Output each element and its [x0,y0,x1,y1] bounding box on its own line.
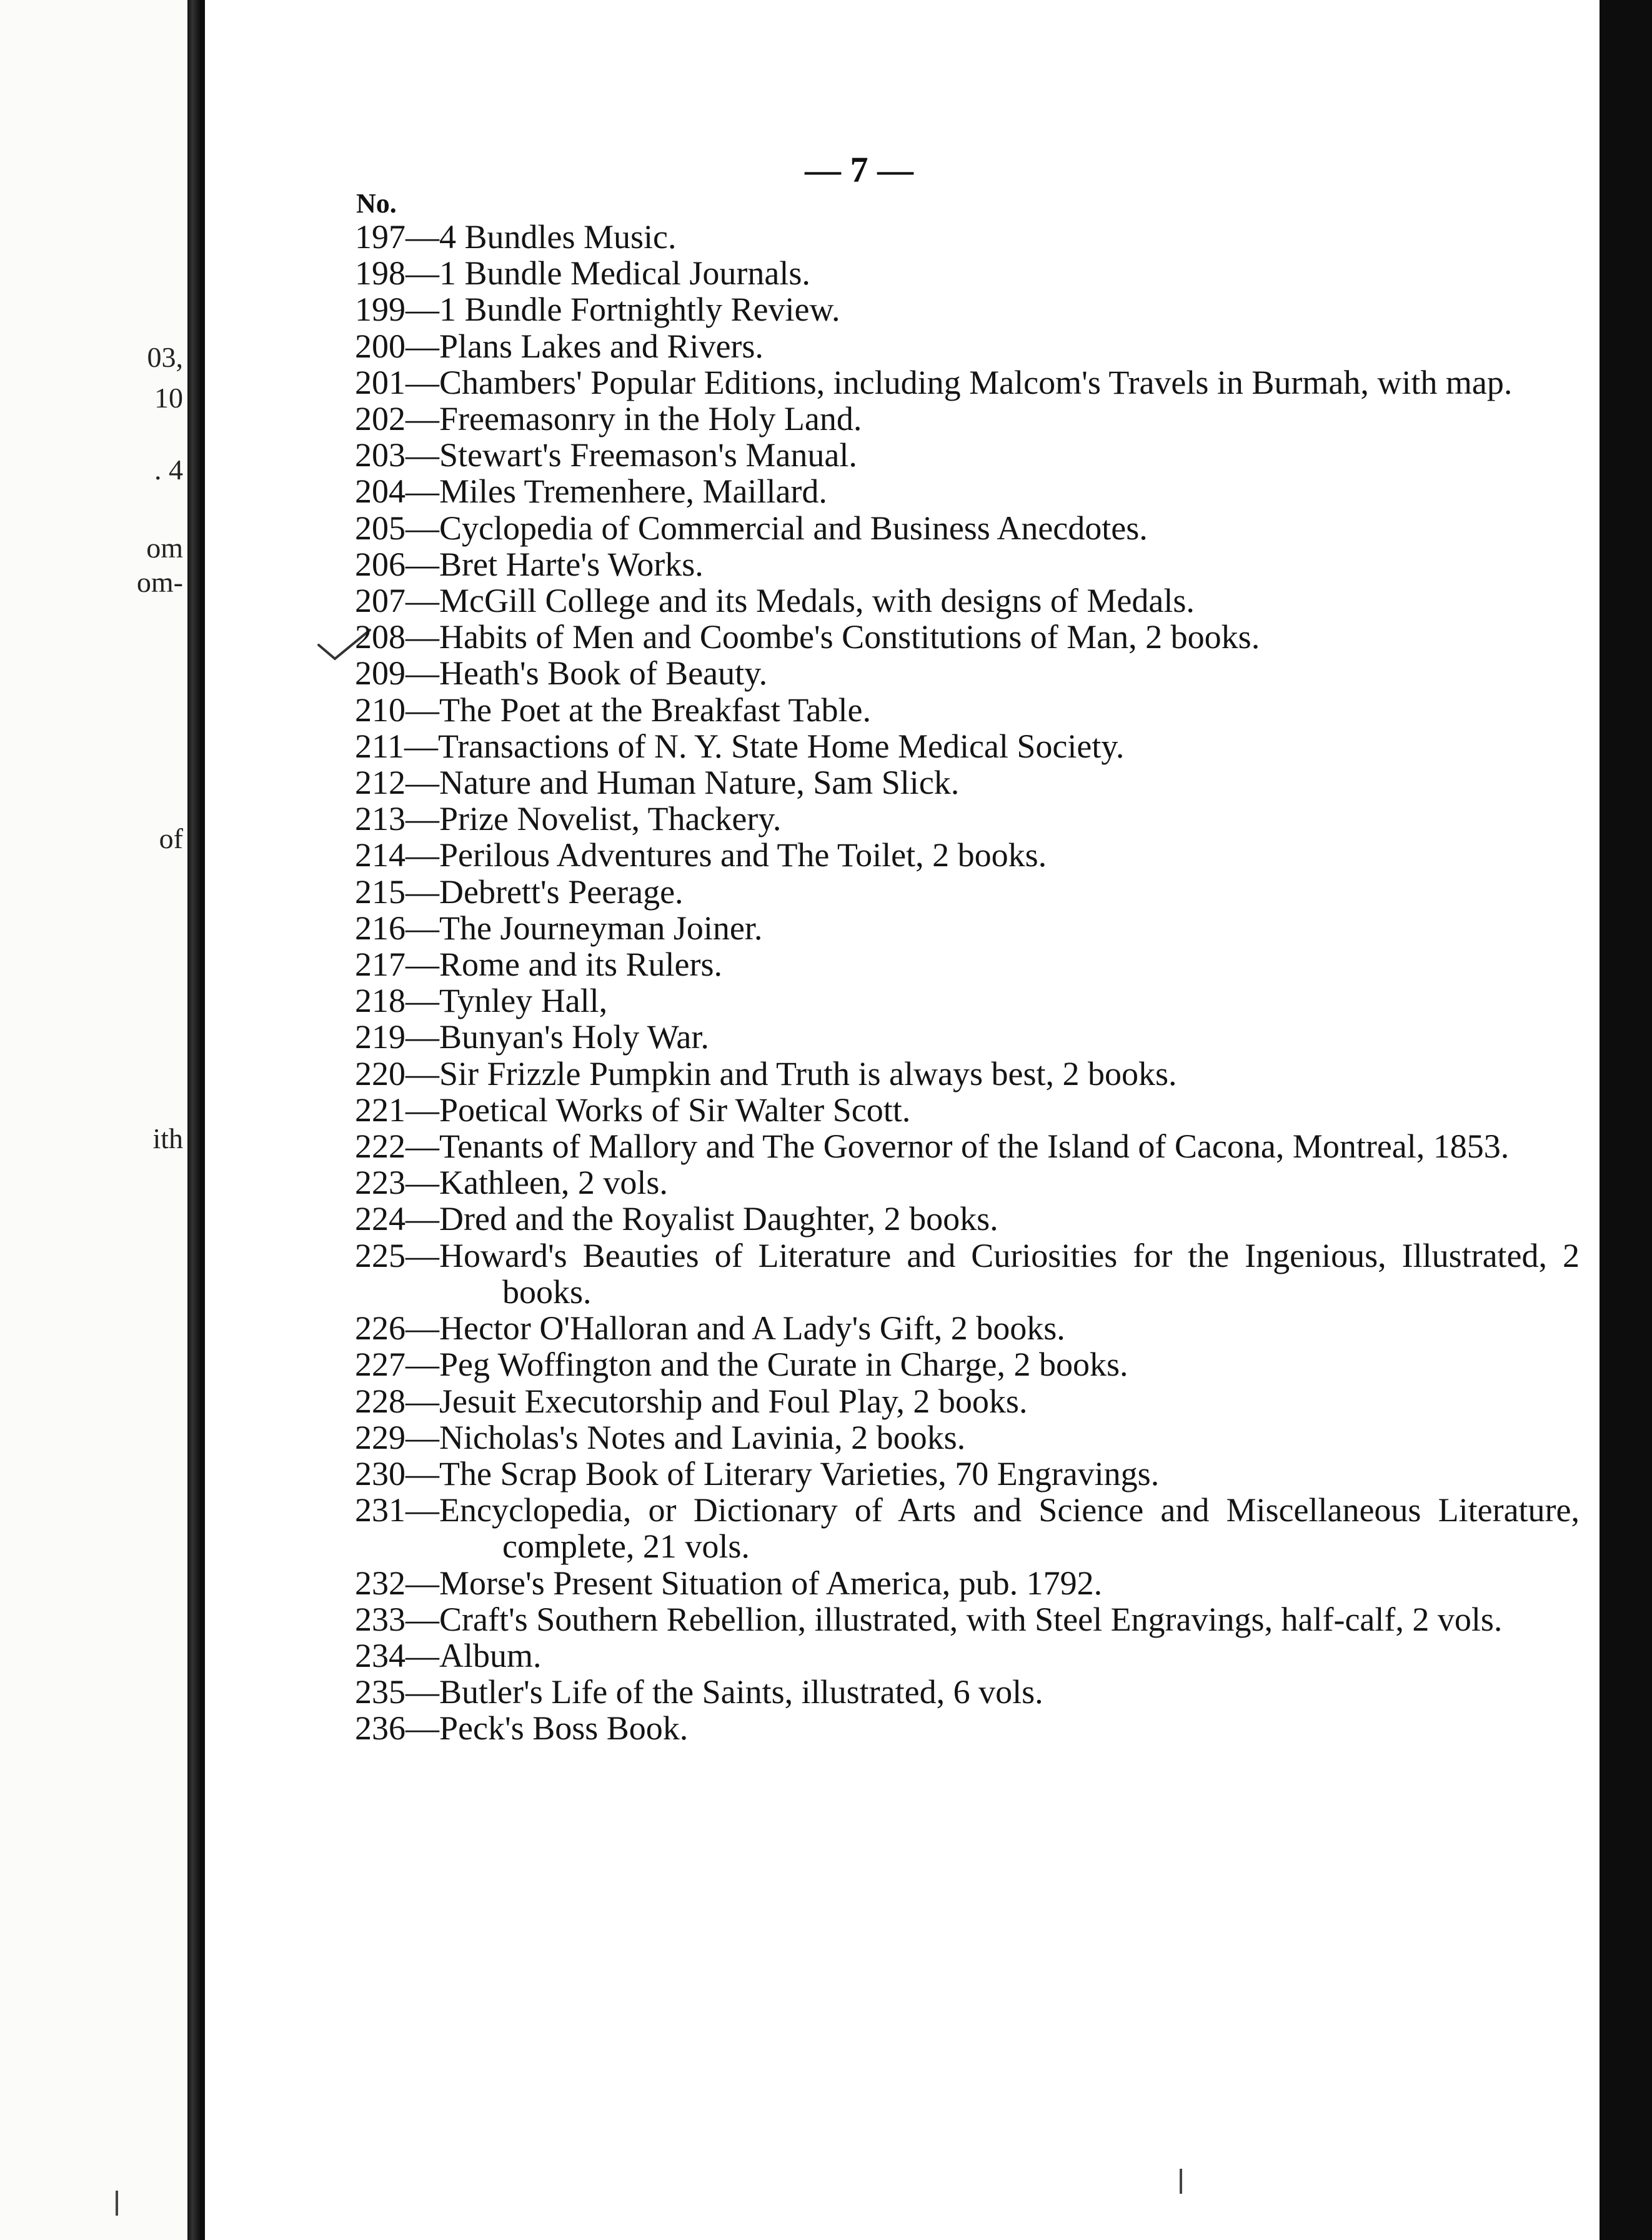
left-page-fragment: om- [136,566,183,598]
entry-title: Butler's Life of the Saints, illustrated, 6 vols. [439,1673,1043,1711]
entry-title: Nature and Human Nature, Sam Slick. [439,764,960,802]
entry-number: 225 [355,1236,406,1274]
entry-title: Chambers' Popular Editions, including Malcom's Travels in Burmah, with map. [439,363,1513,401]
catalogue-entry [355,1456,1580,1492]
entry-dash: — [406,436,439,474]
entry-dash: — [406,1309,439,1348]
entry-dash: — [406,618,439,656]
entry-dash: — [406,764,439,802]
catalogue-entry [355,1238,1580,1310]
entry-title: Cyclopedia of Commercial and Business Anecdotes. [439,509,1148,547]
catalogue-entry [355,1056,1580,1092]
bottom-mark [1180,2169,1182,2194]
entry-number: 230 [355,1454,406,1492]
entry-title: Miles Tremenhere, Maillard. [439,472,827,511]
catalogue-entry [355,219,1580,255]
entry-dash: — [406,1636,439,1674]
entry-dash: — [406,982,439,1020]
entry-number: 223 [355,1164,406,1202]
entry-dash: — [406,654,439,692]
entry-number: 218 [355,982,406,1020]
catalogue-entry [355,328,1580,364]
entry-title: Encyclopedia, or Dictionary of Arts and Science and Miscellaneous Literature, complete, 21 vols. [439,1491,1580,1566]
entry-dash: — [406,1564,439,1602]
catalogue-entry [355,1128,1580,1164]
left-page-fragment: 03, [147,341,183,373]
entry-number: 213 [355,800,406,838]
entry-dash: — [406,946,439,984]
entry-title: 1 Bundle Fortnightly Review. [439,291,840,329]
catalogue-entry [355,510,1580,546]
number-column-header: No. [356,188,397,219]
entry-dash: — [406,1128,439,1166]
entry-number: 219 [355,1018,406,1056]
entry-dash: — [406,800,439,838]
entry-dash: — [406,1054,439,1092]
entry-title: Peg Woffington and the Curate in Charge, 2 books. [439,1346,1128,1384]
bottom-mark [116,2191,118,2216]
entry-dash: — [406,1673,439,1711]
catalogue-entry [355,1310,1580,1346]
entry-title: Tynley Hall, [439,982,608,1020]
entry-title: Album. [439,1636,542,1674]
left-page-fragment: of [159,822,183,854]
catalogue-entry [355,692,1580,728]
left-page-fragment: om [146,532,183,564]
catalogue-entry [355,1492,1580,1564]
entry-dash: — [404,727,438,765]
catalogue-entry [355,546,1580,582]
entry-number: 211 [355,727,404,765]
catalogue-entry [355,1092,1580,1128]
entry-title: Peck's Boss Book. [439,1709,689,1748]
entry-number: 203 [355,436,406,474]
catalogue-entry [355,1383,1580,1419]
entry-dash: — [406,363,439,401]
catalogue-entry [355,1638,1580,1674]
entry-dash: — [406,218,439,256]
catalogue-entry [355,1019,1580,1055]
entry-number: 222 [355,1128,406,1166]
entry-number: 212 [355,764,406,802]
entry-title: Rome and its Rulers. [439,946,722,984]
entry-title: The Poet at the Breakfast Table. [439,691,871,729]
entry-number: 202 [355,400,406,438]
catalogue-entry [355,1674,1580,1710]
entry-number: 224 [355,1200,406,1238]
entry-title: Debrett's Peerage. [439,872,684,911]
catalogue-entry [355,1565,1580,1601]
entry-number: 220 [355,1054,406,1092]
left-page-fragment: 10 [154,382,183,414]
entry-number: 200 [355,327,406,365]
entry-number: 217 [355,946,406,984]
left-page-fragment: ith [152,1122,183,1154]
entry-title: Transactions of N. Y. State Home Medical Society. [438,727,1125,765]
entry-number: 216 [355,909,406,947]
entry-number: 231 [355,1491,406,1529]
entry-dash: — [406,1236,439,1274]
catalogue-entry [355,582,1580,619]
left-page-fragment: . 4 [154,454,183,486]
catalogue-entry [355,946,1580,982]
catalogue-entry [355,619,1580,655]
entry-number: 205 [355,509,406,547]
entry-dash: — [406,1346,439,1384]
catalogue-entry [355,1346,1580,1382]
entry-title: 4 Bundles Music. [439,218,677,256]
entry-dash: — [406,1454,439,1492]
entry-title: McGill College and its Medals, with designs of Medals. [439,582,1195,620]
entry-title: Bret Harte's Works. [439,545,704,583]
entry-dash: — [406,254,439,292]
catalogue-entry [355,728,1580,764]
catalogue-entry [355,401,1580,437]
catalogue-entry [355,982,1580,1019]
catalogue-entry [355,255,1580,291]
entry-dash: — [406,1091,439,1129]
entry-title: Stewart's Freemason's Manual. [439,436,857,474]
entry-title: Plans Lakes and Rivers. [439,327,764,365]
catalogue-entry [355,655,1580,691]
catalogue-entry [355,473,1580,509]
entry-number: 233 [355,1600,406,1638]
entry-title: Habits of Men and Coombe's Constitutions of Man, 2 books. [439,618,1260,656]
catalogue-entry [355,764,1580,801]
entry-title: Sir Frizzle Pumpkin and Truth is always best, 2 books. [439,1054,1177,1092]
entry-number: 201 [355,363,406,401]
entry-dash: — [406,909,439,947]
entry-dash: — [406,836,439,874]
catalogue-entry [355,364,1580,401]
entry-dash: — [406,545,439,583]
entry-title: Tenants of Mallory and The Governor of the Island of Cacona, Montreal, 1853. [439,1128,1510,1166]
entry-title: The Journeyman Joiner. [439,909,763,947]
entry-number: 228 [355,1382,406,1420]
entry-dash: — [406,400,439,438]
entry-dash: — [406,691,439,729]
catalogue-entry [355,1164,1580,1201]
catalogue-entry [355,1419,1580,1456]
catalogue-entries [355,219,1580,1747]
catalogue-entry [355,291,1580,328]
catalogue-entry [355,437,1580,473]
entry-title: Nicholas's Notes and Lavinia, 2 books. [439,1418,966,1456]
entry-number: 226 [355,1309,406,1348]
entry-title: The Scrap Book of Literary Varieties, 70 Engravings. [439,1454,1160,1492]
entry-title: 1 Bundle Medical Journals. [439,254,810,292]
entry-dash: — [406,582,439,620]
entry-number: 204 [355,472,406,511]
catalogue-entry [355,801,1580,837]
entry-number: 209 [355,654,406,692]
entry-number: 229 [355,1418,406,1456]
entry-number: 235 [355,1673,406,1711]
entry-dash: — [406,1164,439,1202]
entry-dash: — [406,1491,439,1529]
entry-number: 215 [355,872,406,911]
entry-number: 232 [355,1564,406,1602]
catalogue-entry [355,1710,1580,1746]
catalogue-entry [355,874,1580,910]
entry-title: Craft's Southern Rebellion, illustrated, with Steel Engravings, half-calf, 2 vols. [439,1600,1503,1638]
entry-dash: — [406,1709,439,1748]
entry-dash: — [406,1200,439,1238]
entry-dash: — [406,872,439,911]
entry-number: 206 [355,545,406,583]
entry-dash: — [406,1418,439,1456]
entry-dash: — [406,1600,439,1638]
entry-dash: — [406,509,439,547]
entry-title: Heath's Book of Beauty. [439,654,768,692]
entry-title: Howard's Beauties of Literature and Curiosities for the Ingenious, Illustrated, 2 books. [439,1236,1580,1311]
entry-title: Hector O'Halloran and A Lady's Gift, 2 books. [439,1309,1065,1348]
entry-dash: — [406,291,439,329]
entry-number: 208 [355,618,406,656]
catalogue-entry [355,837,1580,873]
entry-title: Perilous Adventures and The Toilet, 2 books. [439,836,1047,874]
entry-title: Dred and the Royalist Daughter, 2 books. [439,1200,998,1238]
left-page-edge [0,0,197,2240]
entry-dash: — [406,327,439,365]
entry-number: 210 [355,691,406,729]
entry-title: Prize Novelist, Thackery. [439,800,782,838]
entry-title: Kathleen, 2 vols. [439,1164,668,1202]
entry-dash: — [406,472,439,511]
entry-title: Bunyan's Holy War. [439,1018,709,1056]
entry-title: Morse's Present Situation of America, pub. 1792. [439,1564,1103,1602]
catalogue-entry [355,1601,1580,1638]
entry-title: Freemasonry in the Holy Land. [439,400,862,438]
catalogue-page [205,0,1600,2240]
entry-dash: — [406,1382,439,1420]
entry-title: Poetical Works of Sir Walter Scott. [439,1091,911,1129]
entry-number: 236 [355,1709,406,1748]
entry-number: 198 [355,254,406,292]
entry-number: 234 [355,1636,406,1674]
page-number: — 7 — [805,149,913,190]
entry-title: Jesuit Executorship and Foul Play, 2 books. [439,1382,1028,1420]
page-gutter [187,0,200,2240]
entry-number: 207 [355,582,406,620]
entry-number: 221 [355,1091,406,1129]
entry-number: 214 [355,836,406,874]
entry-number: 197 [355,218,406,256]
catalogue-entry [355,1201,1580,1237]
catalogue-entry [355,910,1580,946]
entry-number: 227 [355,1346,406,1384]
entry-number: 199 [355,291,406,329]
entry-dash: — [406,1018,439,1056]
